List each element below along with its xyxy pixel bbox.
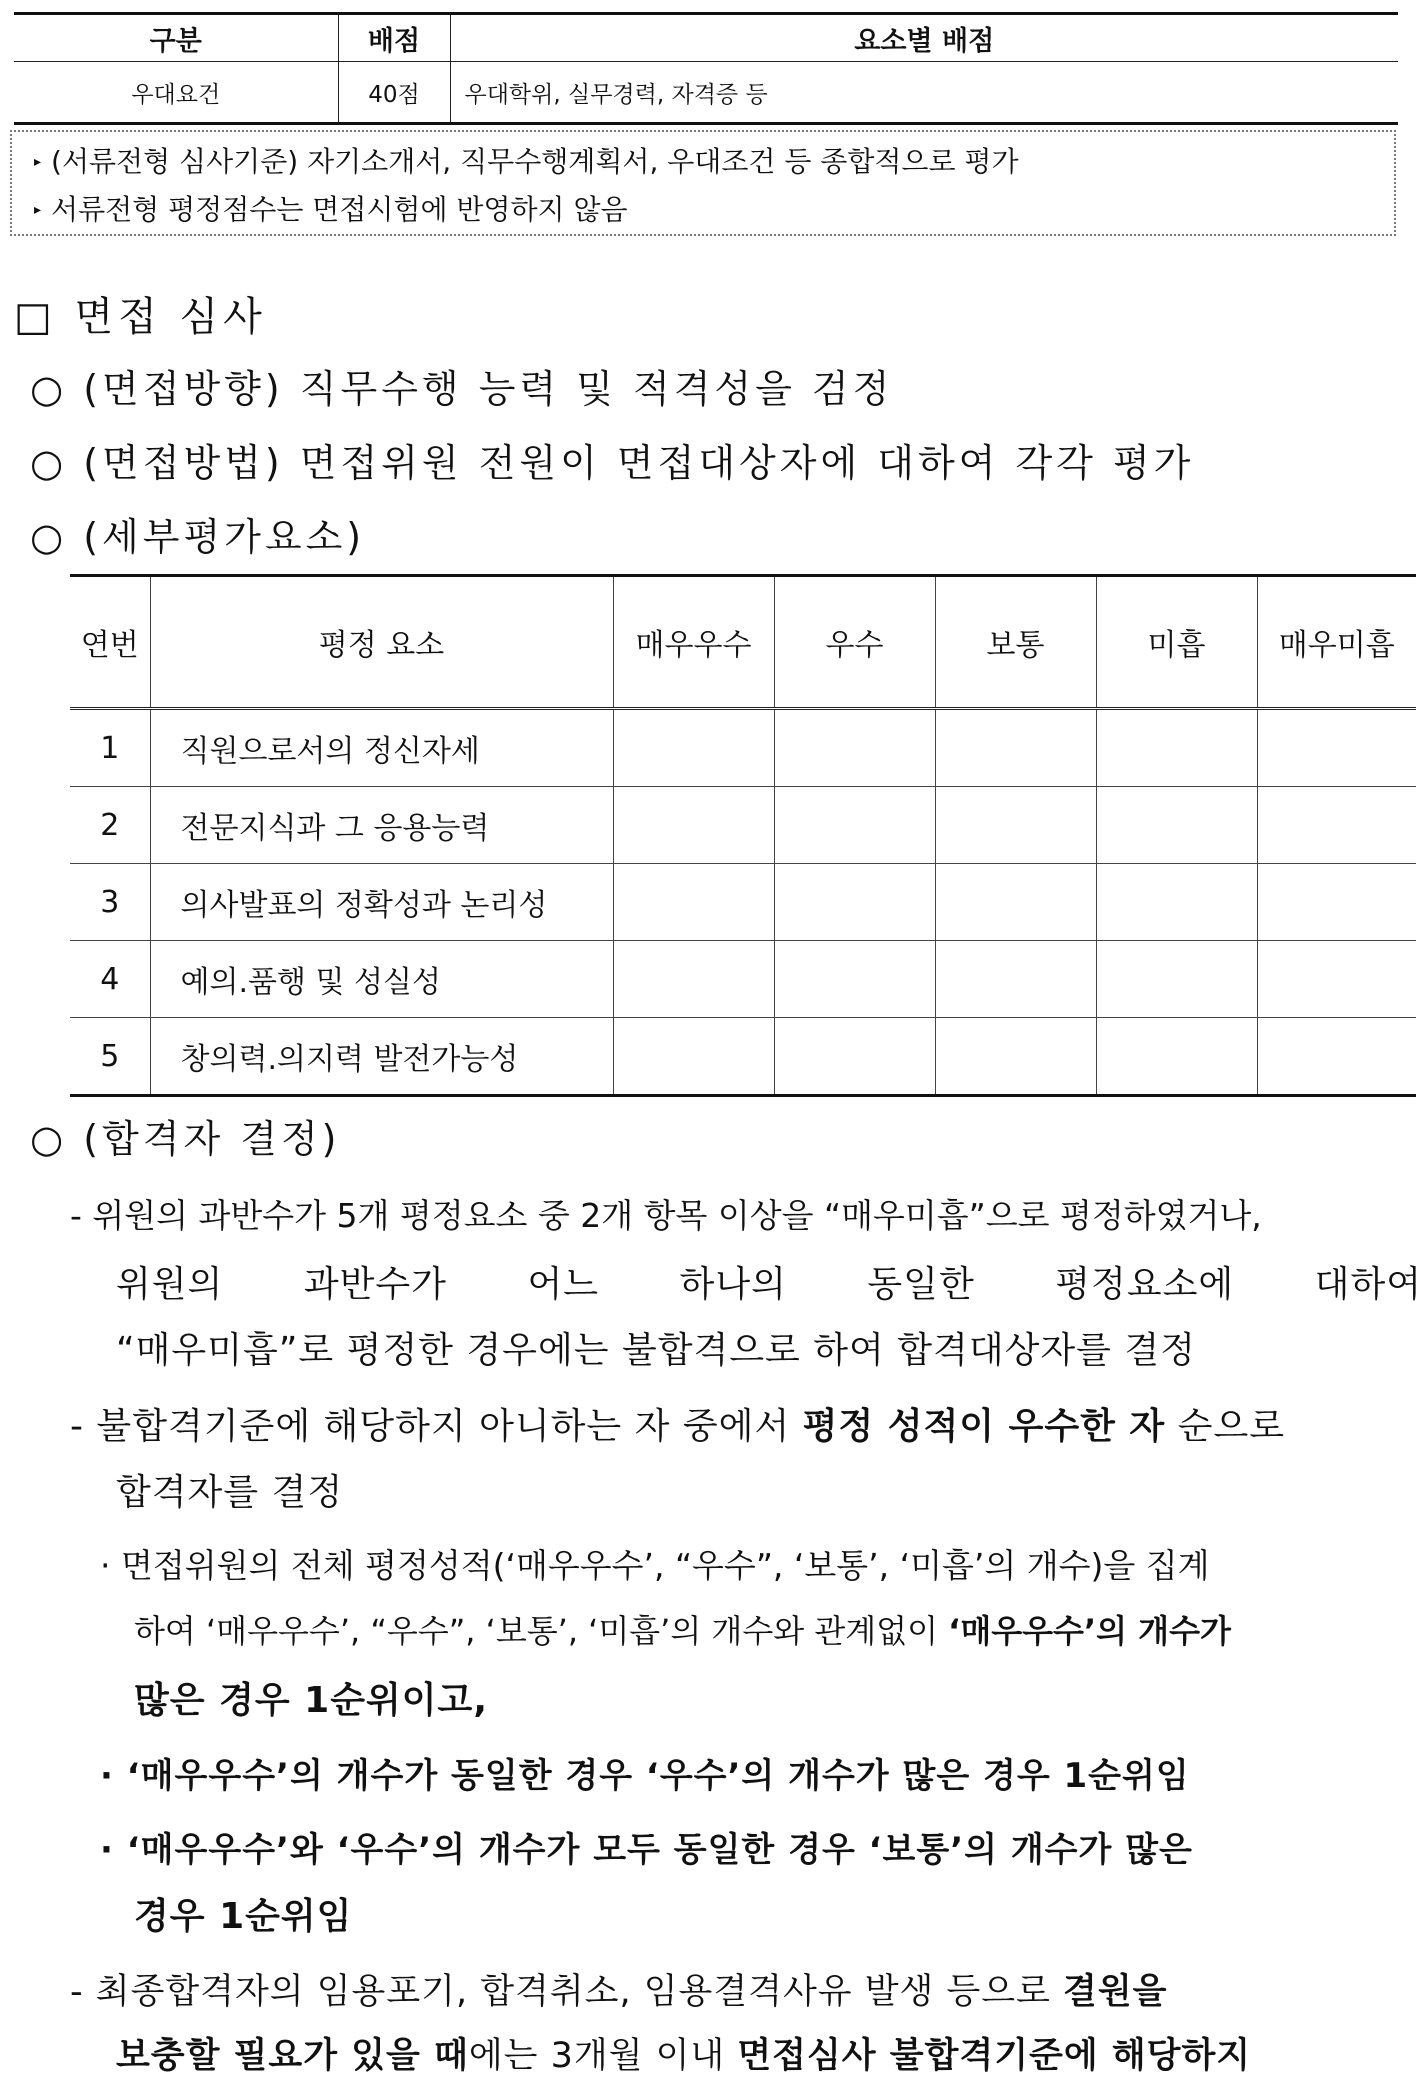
score-cell: [774, 864, 935, 941]
emphasis-text: 면접심사 불합격기준에 해당하지: [737, 2036, 1252, 2076]
table-row: [70, 787, 1416, 864]
rule-text: · 면접위원의 전체 평정성적(‘매우우수’, “우수”, ‘보통’, ‘미흡’의 개수)을 집계: [100, 1546, 1210, 1585]
row-item: 예의.품행 및 성실성: [150, 941, 613, 1018]
table-row: [70, 941, 1416, 1018]
emphasis-text: 많은 경우 1순위이고,: [134, 1680, 488, 1721]
cell-elements: 우대학위, 실무경력, 자격증 등: [450, 62, 1398, 124]
score-cell: [935, 864, 1096, 941]
header-item: 평정 요소: [150, 576, 613, 709]
pass-decision-heading: ○ (합격자 결정): [30, 1117, 341, 1161]
score-cell: [613, 941, 774, 1018]
row-number: 3: [70, 864, 150, 941]
row-item: 전문지식과 그 응용능력: [150, 787, 613, 864]
rule-text-segment: - 불합격기준에 해당하지 아니하는 자 중에서: [70, 1406, 803, 1447]
triangle-bullet-icon: ▸: [34, 202, 42, 218]
rule-text: [134, 1888, 352, 1939]
emphasis-text: 결원을: [1063, 1972, 1168, 2012]
rule-text: [70, 1398, 1422, 1449]
header-element-points: 요소별 배점: [450, 14, 1398, 62]
table-row: [14, 62, 1398, 124]
score-cell: [613, 787, 774, 864]
interview-method: ○ (면접방법) 면접위원 전원이 면접대상자에 대하여 각각 평가: [30, 441, 1195, 485]
score-cell: [774, 787, 935, 864]
rule-text: 위원의 과반수가 어느 하나의 동일한 평정요소에 대하여: [116, 1264, 1422, 1305]
score-cell: [935, 1018, 1096, 1096]
header-category: 구분: [14, 14, 338, 62]
document-review-note-box: [10, 130, 1396, 236]
header-good: 우수: [774, 576, 935, 709]
emphasis-text: 평정 성적이 우수한 자: [802, 1406, 1166, 1447]
note-item: [34, 186, 1380, 234]
score-cell: [1257, 787, 1416, 864]
scoring-table-header: [14, 14, 1398, 62]
score-cell: [1257, 864, 1416, 941]
header-average: 보통: [935, 576, 1096, 709]
emphasis-text: 경우 1순위임: [134, 1896, 353, 1937]
header-very-poor: 매우미흡: [1257, 576, 1416, 709]
row-item: 의사발표의 정확성과 논리성: [150, 864, 613, 941]
score-cell: [774, 941, 935, 1018]
row-number: 1: [70, 709, 150, 787]
score-cell: [774, 1018, 935, 1096]
row-number: 4: [70, 941, 150, 1018]
note-text: (서류전형 심사기준) 자기소개서, 직무수행계획서, 우대조건 등 종합적으로 평가: [51, 145, 1019, 178]
header-poor: 미흡: [1096, 576, 1257, 709]
score-cell: [613, 1018, 774, 1096]
evaluation-table-header: [70, 576, 1416, 709]
score-cell: [613, 709, 774, 787]
emphasis-text: · ‘매우우수’와 ‘우수’의 개수가 모두 동일한 경우 ‘보통’의 개수가 많은: [100, 1830, 1193, 1870]
emphasis-text: 보충할 필요가 있을 때: [116, 2036, 469, 2076]
rule-text: - 위원의 과반수가 5개 평정요소 중 2개 항목 이상을 “매우미흡”으로 평정하였거나,: [70, 1196, 1262, 1235]
rule-text: 합격자를 결정: [116, 1472, 344, 1513]
rule-text-segment: 에는 3개월 이내: [468, 2036, 738, 2076]
rule-text: [116, 2028, 1422, 2078]
header-no: 연번: [70, 576, 150, 709]
score-cell: [1096, 1018, 1257, 1096]
rule-text: [134, 1672, 488, 1723]
score-cell: [935, 787, 1096, 864]
score-cell: [1257, 1018, 1416, 1096]
rule-text: [100, 1822, 1422, 1871]
rule-text: [134, 1606, 1422, 1652]
row-item: 창의력.의지력 발전가능성: [150, 1018, 613, 1096]
score-cell: [1096, 709, 1257, 787]
score-cell: [1096, 941, 1257, 1018]
rule-text-segment: 순으로: [1165, 1406, 1285, 1447]
row-number: 2: [70, 787, 150, 864]
triangle-bullet-icon: ▸: [34, 154, 42, 170]
table-row: [70, 709, 1416, 787]
row-item: 직원으로서의 정신자세: [150, 709, 613, 787]
interview-direction: ○ (면접방향) 직무수행 능력 및 적격성을 검정: [30, 367, 894, 411]
cell-points: 40점: [338, 62, 450, 124]
score-cell: [613, 864, 774, 941]
score-cell: [1096, 864, 1257, 941]
note-text: 서류전형 평정점수는 면접시험에 반영하지 않음: [51, 193, 628, 226]
rule-text: “매우미흡”로 평정한 경우에는 불합격으로 하여 합격대상자를 결정: [116, 1330, 1196, 1371]
row-number: 5: [70, 1018, 150, 1096]
table-row: [70, 1018, 1416, 1096]
score-cell: [1257, 941, 1416, 1018]
rule-text-segment: 하여 ‘매우우수’, “우수”, ‘보통’, ‘미흡’의 개수와 관계없이: [134, 1612, 949, 1650]
score-cell: [1096, 787, 1257, 864]
section-title: □ 면접 심사: [14, 294, 267, 340]
note-item: [34, 138, 1380, 186]
scoring-table: [14, 12, 1398, 125]
emphasis-text: · ‘매우우수’의 개수가 동일한 경우 ‘우수’의 개수가 많은 경우 1순위임: [100, 1756, 1190, 1796]
score-cell: [774, 709, 935, 787]
score-cell: [935, 709, 1096, 787]
emphasis-text: ‘매우우수’의 개수가: [948, 1612, 1231, 1650]
rule-text: [70, 1964, 1422, 2014]
score-cell: [935, 941, 1096, 1018]
cell-category: 우대요건: [14, 62, 338, 124]
rule-text-segment: - 최종합격자의 임용포기, 합격취소, 임용결격사유 발생 등으로: [70, 1972, 1064, 2012]
table-row: [70, 864, 1416, 941]
detailed-criteria-heading: ○ (세부평가요소): [30, 515, 366, 559]
header-excellent: 매우우수: [613, 576, 774, 709]
score-cell: [1257, 709, 1416, 787]
rule-text: [100, 1748, 1422, 1797]
header-points: 배점: [338, 14, 450, 62]
evaluation-table: [70, 574, 1416, 1097]
